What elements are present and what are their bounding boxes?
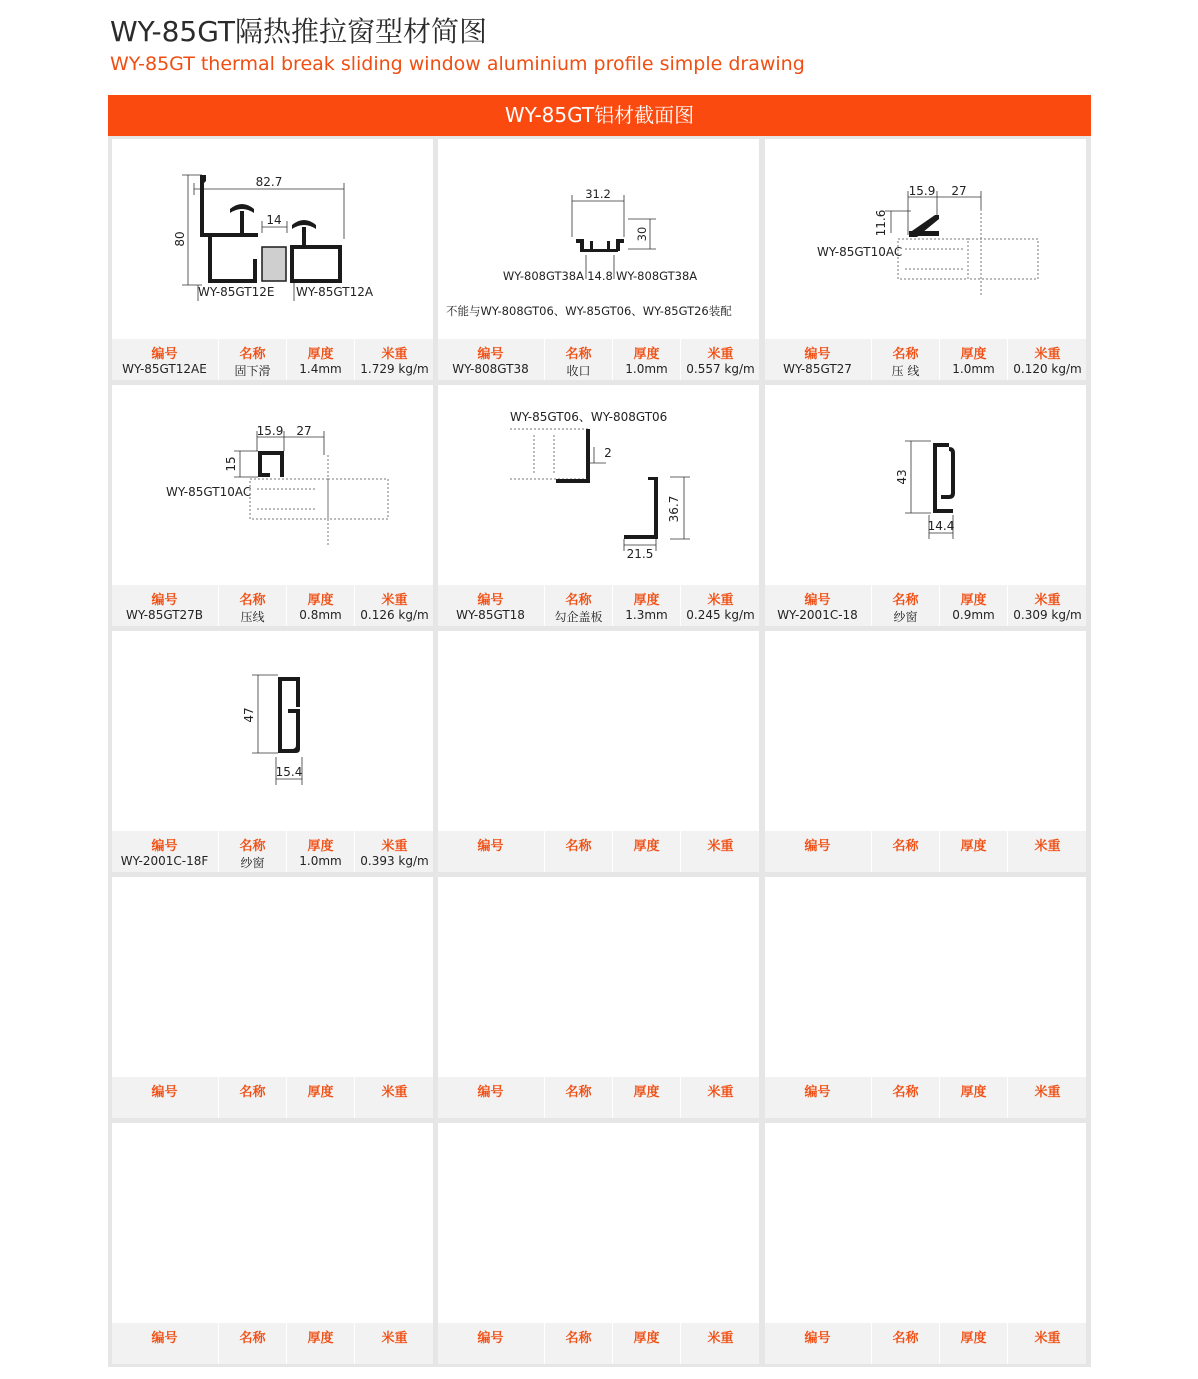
dim-label: 2 [604,446,612,460]
spec-row [112,1323,433,1364]
thickness-label: 厚度 [960,1085,987,1100]
thickness-label: 厚度 [633,347,660,362]
code-value: WY-808GT38 [452,362,529,376]
weight-label: 米重 [707,839,734,854]
section-banner: WY-85GT铝材截面图 [108,95,1091,136]
code-label: 编号 [804,1085,831,1100]
dim-label: 14.4 [927,519,955,533]
dim-label: 15.4 [275,765,303,779]
thickness-value: 1.4mm [299,362,342,376]
spec-row [112,831,433,872]
thickness-value: 0.8mm [299,608,342,622]
part-tag: WY-85GT06、WY-808GT06 [510,410,668,424]
profile-card [438,139,759,380]
spec-row [765,1323,1086,1364]
part-tag: WY-85GT10AC [166,485,252,499]
weight-label: 米重 [381,1331,408,1346]
thickness-label: 厚度 [633,1085,660,1100]
code-label: 编号 [804,839,831,854]
dim-label: 80 [173,231,187,247]
code-value: WY-85GT27B [125,608,204,622]
weight-label: 米重 [707,1085,734,1100]
weight-label: 米重 [1034,839,1061,854]
code-label: 编号 [151,1331,178,1346]
page-title: WY-85GT隔热推拉窗型材简图 [110,15,488,48]
name-label: 名称 [565,347,592,362]
empty-card [765,1123,1086,1364]
thickness-value: 1.3mm [625,608,668,622]
code-value: WY-2001C-18F [120,854,209,868]
part-tag: WY-85GT10AC [817,245,903,259]
spec-row [438,1323,759,1364]
name-label: 名称 [892,593,919,608]
code-value: WY-85GT18 [456,608,525,622]
name-label: 名称 [565,839,592,854]
thickness-value: 1.0mm [952,362,995,376]
weight-label: 米重 [381,839,408,854]
thickness-label: 厚度 [307,1085,334,1100]
thickness-label: 厚度 [960,1331,987,1346]
name-value: 压 线 [891,364,920,378]
name-value: 纱窗 [240,856,265,870]
thickness-label: 厚度 [633,593,660,608]
spec-row [765,831,1086,872]
empty-card [438,877,759,1118]
profile-card [765,139,1086,380]
profile-drawing [112,385,433,585]
name-label: 名称 [565,1085,592,1100]
thickness-label: 厚度 [960,593,987,608]
thickness-label: 厚度 [307,839,334,854]
thickness-value: 1.0mm [625,362,668,376]
code-label: 编号 [804,347,831,362]
code-value: WY-85GT12AE [122,362,207,376]
name-label: 名称 [892,347,919,362]
weight-label: 米重 [707,593,734,608]
empty-card [438,1123,759,1364]
compatibility-note: 不能与WY-808GT06、WY-85GT06、WY-85GT26装配 [446,304,732,318]
weight-value: 1.729 kg/m [360,362,429,376]
thickness-label: 厚度 [633,1331,660,1346]
dim-label: 82.7 [255,175,283,189]
weight-value: 0.126 kg/m [360,608,429,622]
code-label: 编号 [477,593,504,608]
thickness-label: 厚度 [960,347,987,362]
code-label: 编号 [151,593,178,608]
dim-label: 15.9 [908,184,936,198]
page-subtitle: WY-85GT thermal break sliding window aluminium profile simple drawing [110,53,805,75]
weight-label: 米重 [707,1331,734,1346]
code-label: 编号 [804,1331,831,1346]
spec-row [438,339,759,380]
code-label: 编号 [151,839,178,854]
weight-label: 米重 [1034,1085,1061,1100]
spec-row [438,831,759,872]
dim-label: 14 [266,213,282,227]
code-label: 编号 [477,1085,504,1100]
name-label: 名称 [892,1085,919,1100]
name-label: 名称 [565,1331,592,1346]
name-label: 名称 [892,1331,919,1346]
dim-label: 21.5 [626,547,654,561]
dim-label: 15 [224,456,238,472]
profile-drawing [112,139,433,339]
code-label: 编号 [151,1085,178,1100]
profile-grid [108,136,1091,1367]
profile-card [112,631,433,872]
empty-card [765,631,1086,872]
weight-value: 0.557 kg/m [686,362,755,376]
weight-label: 米重 [381,347,408,362]
dim-label: 14.8 [587,269,613,283]
code-value: WY-2001C-18 [777,608,858,622]
weight-label: 米重 [1034,593,1061,608]
name-label: 名称 [239,347,266,362]
weight-label: 米重 [381,1085,408,1100]
weight-value: 0.309 kg/m [1013,608,1082,622]
profile-drawing [765,385,1086,585]
profile-card [765,385,1086,626]
dim-label: 43 [895,469,909,485]
profile-drawing [765,139,1086,339]
code-label: 编号 [804,593,831,608]
thickness-label: 厚度 [307,347,334,362]
empty-card [438,631,759,872]
dim-label: 11.6 [874,209,888,237]
part-tag: WY-85GT12A [296,285,374,299]
profile-drawing [112,631,433,831]
code-label: 编号 [151,347,178,362]
name-label: 名称 [239,839,266,854]
weight-label: 米重 [707,347,734,362]
spec-row [765,585,1086,626]
thickness-label: 厚度 [307,1331,334,1346]
profile-card [112,139,433,380]
name-label: 名称 [892,839,919,854]
thickness-value: 0.9mm [952,608,995,622]
spec-row [438,585,759,626]
name-label: 名称 [239,1331,266,1346]
weight-value: 0.245 kg/m [686,608,755,622]
spec-row [765,1077,1086,1118]
dim-label: 47 [242,707,256,723]
weight-label: 米重 [1034,347,1061,362]
profile-card [112,385,433,626]
name-value: 勾企盖板 [554,610,603,624]
spec-row [112,339,433,380]
empty-card [112,1123,433,1364]
weight-label: 米重 [1034,1331,1061,1346]
name-value: 固下滑 [234,364,271,378]
name-label: 名称 [565,593,592,608]
name-label: 名称 [239,1085,266,1100]
weight-label: 米重 [381,593,408,608]
dim-label: 36.7 [667,495,681,523]
dim-label: 15.9 [256,424,284,438]
thickness-value: 1.0mm [299,854,342,868]
empty-card [112,877,433,1118]
name-value: 压线 [240,610,265,624]
code-value: WY-85GT27 [783,362,852,376]
part-tag: WY-808GT38A [616,269,698,283]
name-value: 纱窗 [893,610,918,624]
empty-card [765,877,1086,1118]
part-tag: WY-85GT12E [198,285,275,299]
spec-row [765,339,1086,380]
weight-value: 0.120 kg/m [1013,362,1082,376]
spec-row [112,1077,433,1118]
code-label: 编号 [477,839,504,854]
dim-label: 27 [296,424,312,438]
name-value: 收口 [566,364,591,378]
dim-label: 31.2 [585,187,611,201]
thickness-label: 厚度 [307,593,334,608]
code-label: 编号 [477,347,504,362]
profile-card [438,385,759,626]
dim-label: 27 [951,184,967,198]
thickness-label: 厚度 [633,839,660,854]
code-label: 编号 [477,1331,504,1346]
profile-drawing [438,385,759,585]
spec-row [438,1077,759,1118]
part-tag: WY-808GT38A [502,269,584,283]
weight-value: 0.393 kg/m [360,854,429,868]
dim-label: 30 [635,226,649,242]
spec-row [112,585,433,626]
thickness-label: 厚度 [960,839,987,854]
name-label: 名称 [239,593,266,608]
